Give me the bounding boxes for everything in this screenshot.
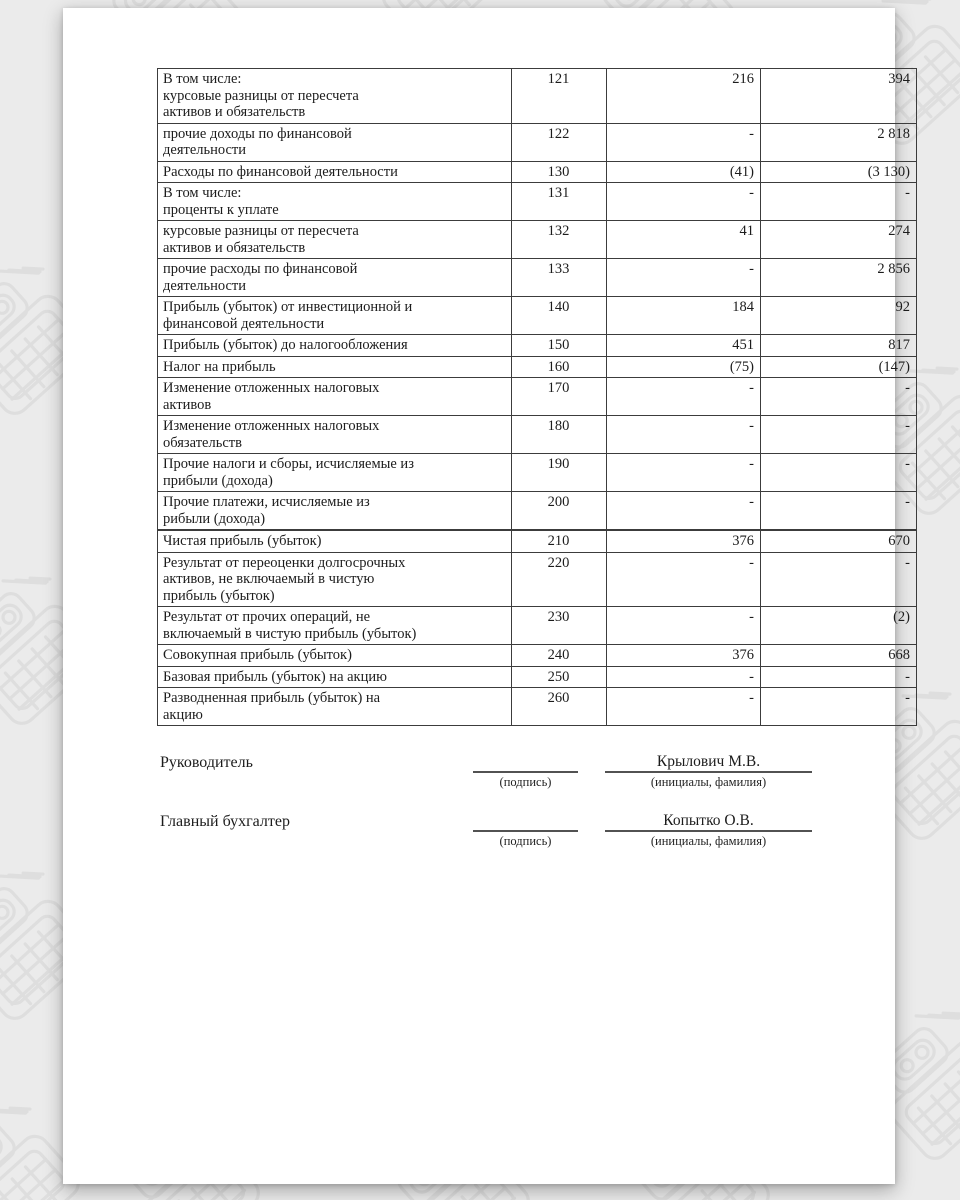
row-label: Расходы по финансовой деятельности: [158, 161, 512, 183]
row-value-col1: -: [607, 552, 761, 607]
table-row: [158, 161, 917, 183]
row-label: В том числе: проценты к уплате: [158, 183, 512, 221]
row-code: 170: [512, 378, 607, 416]
row-value-col2: 817: [761, 335, 917, 357]
row-code: 133: [512, 259, 607, 297]
row-label: Разводненная прибыль (убыток) на акцию: [158, 688, 512, 726]
row-code: 150: [512, 335, 607, 357]
row-code: 230: [512, 607, 607, 645]
income-statement-table: [157, 68, 917, 726]
row-code: 121: [512, 69, 607, 124]
row-code: 180: [512, 416, 607, 454]
row-label: Налог на прибыль: [158, 356, 512, 378]
row-value-col2: -: [761, 688, 917, 726]
row-code: 210: [512, 530, 607, 552]
row-value-col1: 184: [607, 297, 761, 335]
row-value-col1: (41): [607, 161, 761, 183]
row-value-col2: 670: [761, 530, 917, 552]
signature-caption: (подпись): [499, 834, 552, 848]
row-value-col1: -: [607, 492, 761, 531]
signature-caption: (подпись): [499, 775, 552, 789]
row-code: 132: [512, 221, 607, 259]
table-row: [158, 530, 917, 552]
signature-name-column: [605, 811, 812, 849]
row-label: курсовые разницы от пересчета активов и обязательств: [158, 221, 512, 259]
table-row: [158, 335, 917, 357]
row-value-col2: (3 130): [761, 161, 917, 183]
row-value-col1: 451: [607, 335, 761, 357]
row-label: прочие расходы по финансовой деятельности: [158, 259, 512, 297]
row-value-col2: -: [761, 492, 917, 531]
row-label: Прибыль (убыток) от инвестиционной и финансовой деятельности: [158, 297, 512, 335]
signature-role-label: Главный бухгалтер: [160, 813, 290, 830]
row-code: 240: [512, 645, 607, 667]
table-row: [158, 378, 917, 416]
row-value-col1: 41: [607, 221, 761, 259]
signature-name: Копытко О.В.: [605, 811, 812, 832]
table-row: [158, 356, 917, 378]
row-label: Результат от переоценки долгосрочных активов, не включаемый в чистую прибыль (убыток): [158, 552, 512, 607]
row-label: Базовая прибыль (убыток) на акцию: [158, 666, 512, 688]
row-label: Изменение отложенных налоговых активов: [158, 378, 512, 416]
row-value-col1: (75): [607, 356, 761, 378]
row-value-col2: -: [761, 183, 917, 221]
row-label: Прочие налоги и сборы, исчисляемые из прибыли (дохода): [158, 454, 512, 492]
signature-line: [473, 811, 578, 832]
row-value-col2: 668: [761, 645, 917, 667]
row-value-col2: -: [761, 552, 917, 607]
table-row: [158, 607, 917, 645]
row-code: 140: [512, 297, 607, 335]
table-row: [158, 645, 917, 667]
table-row: [158, 454, 917, 492]
row-value-col2: 92: [761, 297, 917, 335]
signature-name: Крылович М.В.: [605, 752, 812, 773]
row-label: прочие доходы по финансовой деятельности: [158, 123, 512, 161]
signature-section: [160, 752, 850, 849]
row-value-col1: 216: [607, 69, 761, 124]
signature-block-director: [160, 752, 850, 790]
row-value-col2: 2 856: [761, 259, 917, 297]
row-code: 131: [512, 183, 607, 221]
table-row: [158, 69, 917, 124]
signature-sign-column: [473, 811, 578, 849]
row-value-col2: (2): [761, 607, 917, 645]
row-value-col2: -: [761, 378, 917, 416]
row-label: В том числе: курсовые разницы от пересчета активов и обязательств: [158, 69, 512, 124]
row-value-col2: (147): [761, 356, 917, 378]
table-row: [158, 221, 917, 259]
income-statement-rows: [158, 69, 917, 726]
table-row: [158, 183, 917, 221]
row-value-col1: -: [607, 666, 761, 688]
signature-name-caption: (инициалы, фамилия): [650, 834, 767, 848]
row-value-col1: -: [607, 416, 761, 454]
document-page: [63, 8, 910, 1184]
row-value-col1: -: [607, 183, 761, 221]
row-code: 250: [512, 666, 607, 688]
row-code: 190: [512, 454, 607, 492]
table-row: [158, 259, 917, 297]
table-row: [158, 688, 917, 726]
signature-name-caption: (инициалы, фамилия): [650, 775, 767, 789]
row-value-col1: -: [607, 123, 761, 161]
signature-name-column: [605, 752, 812, 790]
row-value-col2: 2 818: [761, 123, 917, 161]
row-label: Прочие платежи, исчисляемые из рибыли (дохода): [158, 492, 512, 531]
table-row: [158, 492, 917, 531]
table-row: [158, 123, 917, 161]
row-code: 260: [512, 688, 607, 726]
signature-sign-column: [473, 752, 578, 790]
row-label: Изменение отложенных налоговых обязательств: [158, 416, 512, 454]
row-value-col2: 274: [761, 221, 917, 259]
signature-block-chief-accountant: [160, 811, 850, 849]
table-row: [158, 297, 917, 335]
row-value-col1: -: [607, 378, 761, 416]
row-value-col1: 376: [607, 530, 761, 552]
row-value-col2: -: [761, 666, 917, 688]
row-code: 220: [512, 552, 607, 607]
row-label: Чистая прибыль (убыток): [158, 530, 512, 552]
row-code: 122: [512, 123, 607, 161]
row-code: 130: [512, 161, 607, 183]
signature-line: [473, 752, 578, 773]
row-code: 160: [512, 356, 607, 378]
row-value-col2: 394: [761, 69, 917, 124]
row-code: 200: [512, 492, 607, 531]
table-row: [158, 552, 917, 607]
table-row: [158, 666, 917, 688]
row-value-col1: -: [607, 607, 761, 645]
signature-role-label: Руководитель: [160, 754, 253, 771]
row-label: Результат от прочих операций, не включаемый в чистую прибыль (убыток): [158, 607, 512, 645]
row-value-col1: -: [607, 454, 761, 492]
row-value-col2: -: [761, 416, 917, 454]
row-value-col2: -: [761, 454, 917, 492]
row-value-col1: -: [607, 688, 761, 726]
row-label: Совокупная прибыль (убыток): [158, 645, 512, 667]
row-value-col1: 376: [607, 645, 761, 667]
row-value-col1: -: [607, 259, 761, 297]
table-row: [158, 416, 917, 454]
row-label: Прибыль (убыток) до налогообложения: [158, 335, 512, 357]
